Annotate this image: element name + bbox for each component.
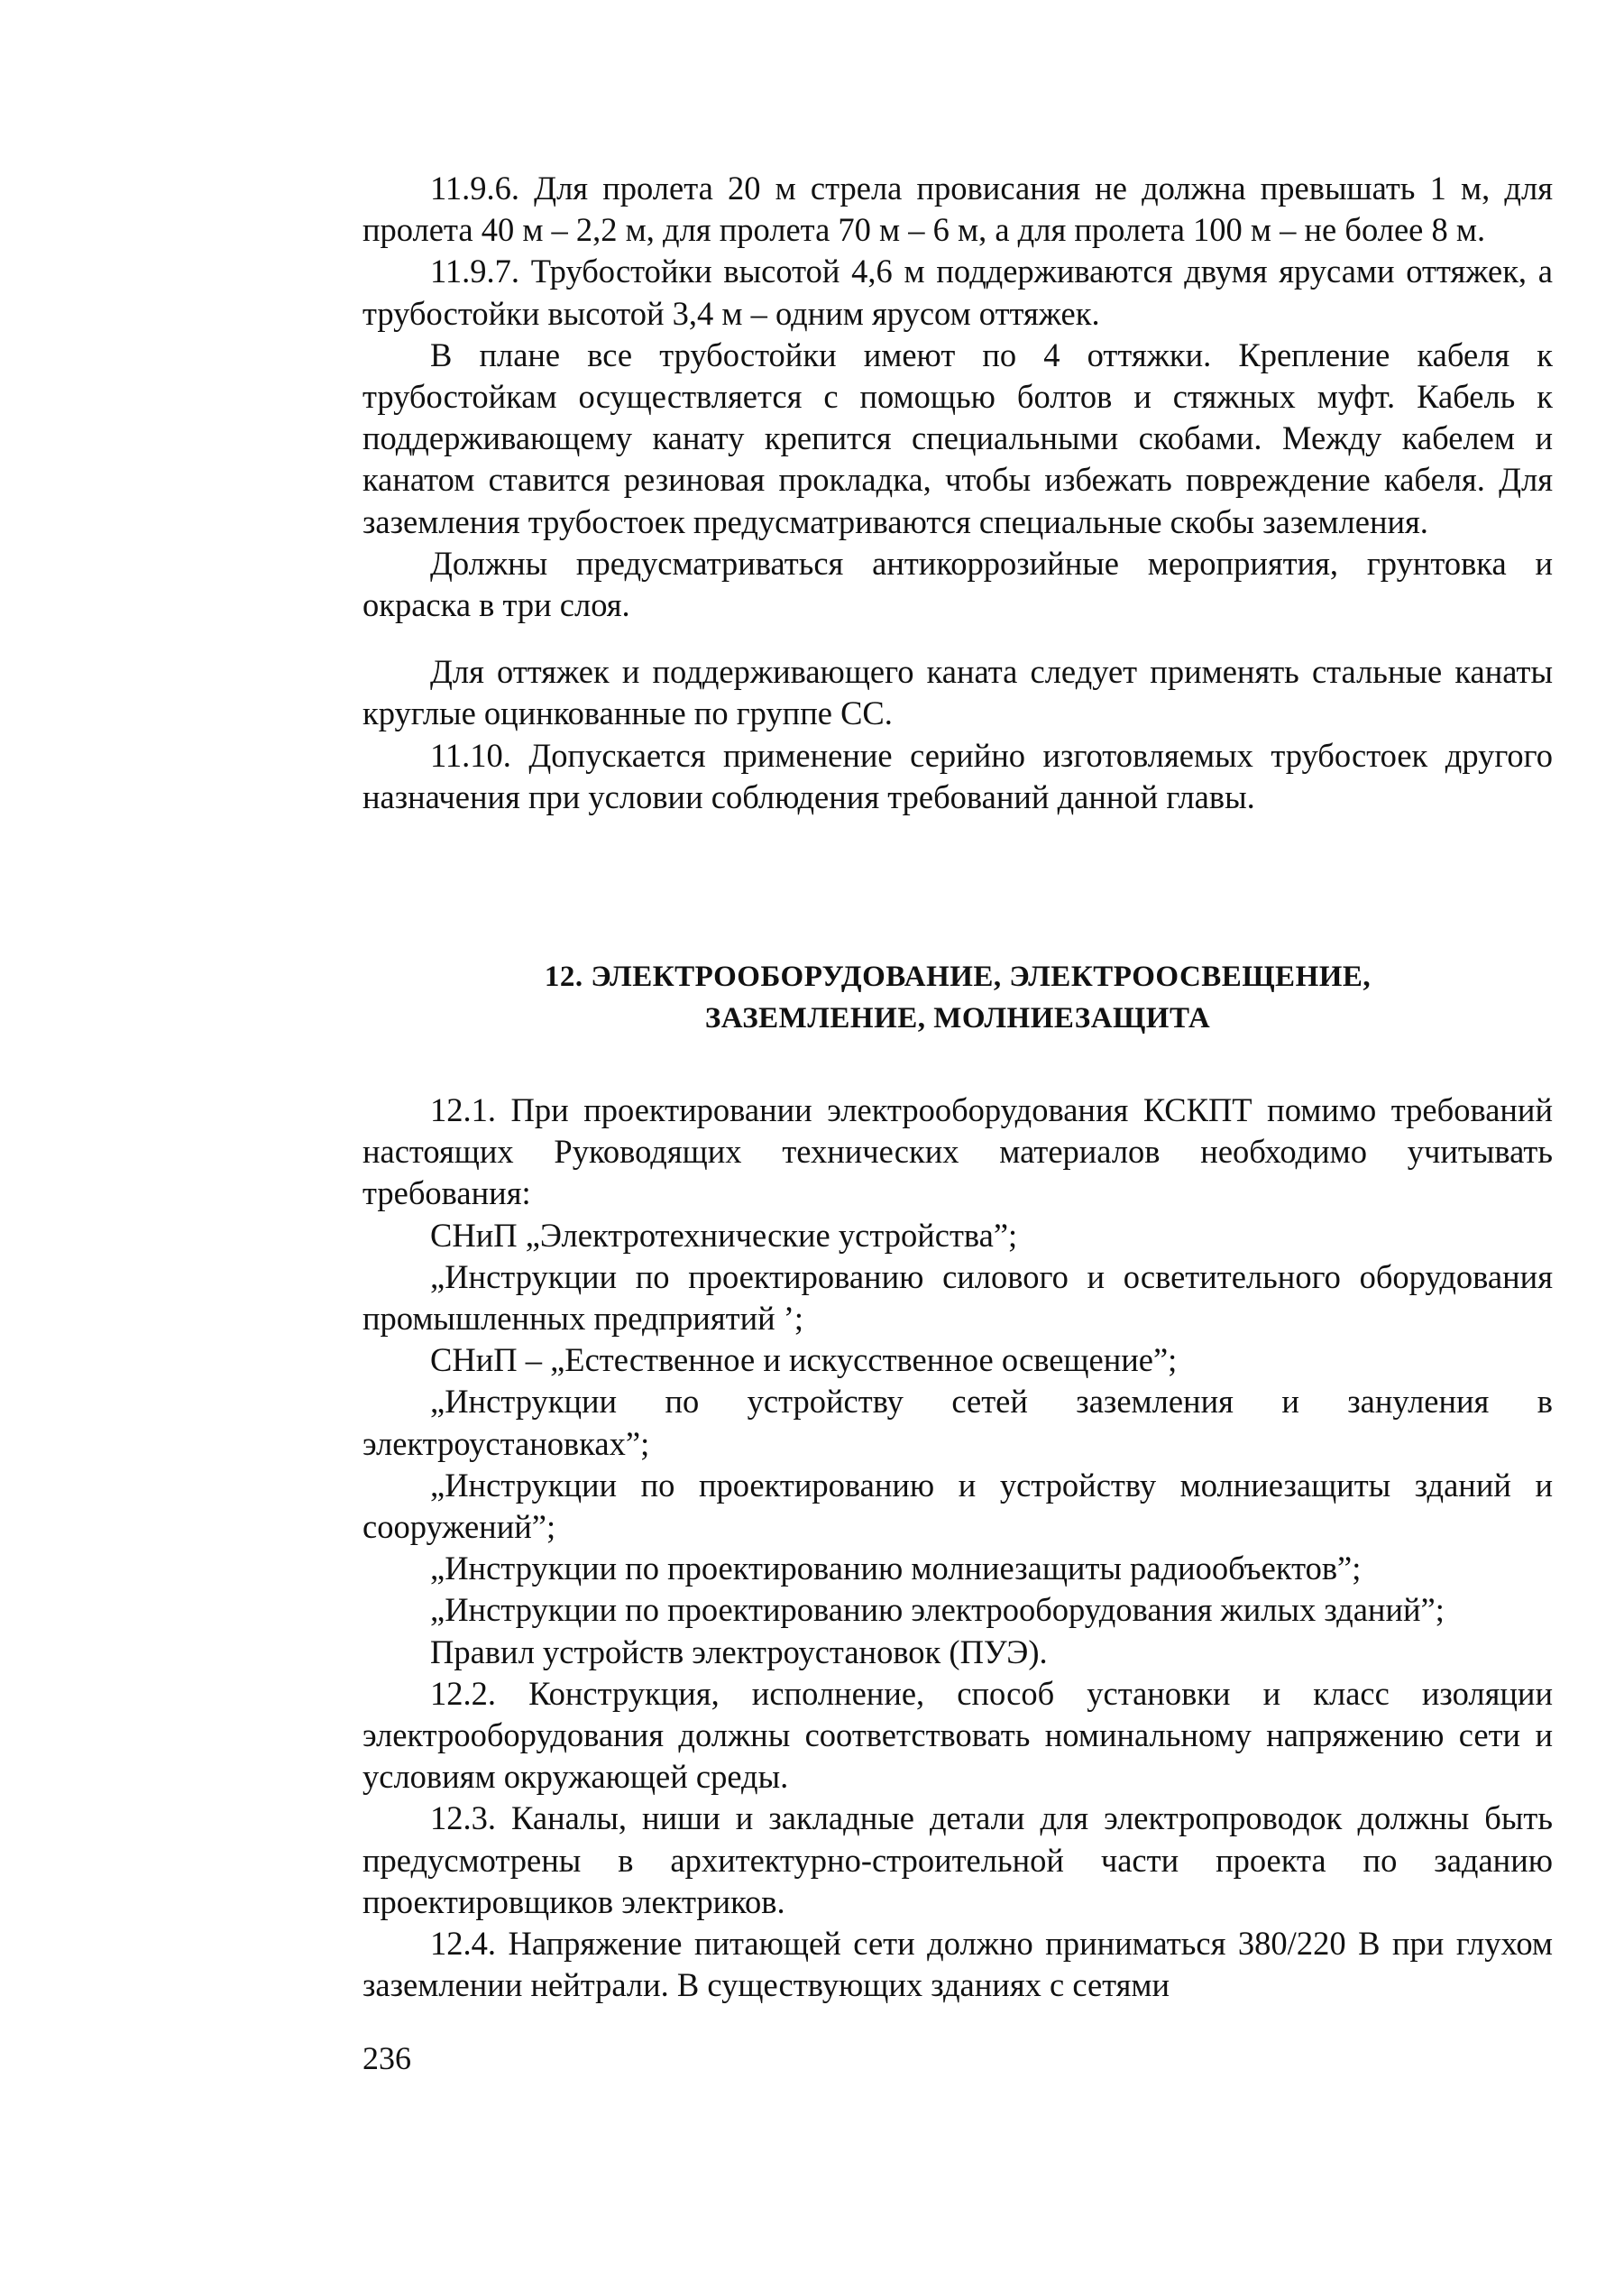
paragraph-11-10: 11.10. Допускается применение серийно изготовляемых трубостоек другого назначения при условии соблюдения требований данной главы. [362, 736, 1553, 815]
paragraph-anticorrosion: Должны предусматриваться антикоррозийные мероприятия, грунтовка и окраска в три слоя. [362, 544, 1553, 624]
page-number: 236 [362, 2040, 411, 2076]
paragraph-guy-wires: В плане все трубостойки имеют по 4 оттяжки. Крепление кабеля к трубостойкам осуществляется с помощью болтов и стяжных муфт. Кабель к поддерживающему канату крепится специальными скобами. Между кабелем и канатом ставится резиновая прокладка, чтобы избежать повреждение кабеля. Для заземления трубостоек предусматриваются специальные скобы заземления. [362, 336, 1553, 540]
paragraph-steel-ropes: Для оттяжек и поддерживающего каната следует применять стальные канаты круглые оцинкованные по группе СС. [362, 653, 1553, 732]
paragraph-11-9-7: 11.9.7. Трубостойки высотой 4,6 м поддерживаются двумя ярусами оттяжек, а трубостойки высотой 3,4 м – одним ярусом оттяжек. [362, 253, 1553, 332]
paragraph-12-1: 12.1. При проектировании электрооборудования КСКПТ помимо требований настоящих Руководящих технических материалов необходимо учитывать требования: [362, 1091, 1553, 1212]
section-11-text [362, 168, 1553, 818]
section-12-text [362, 1090, 1553, 2006]
paragraph-12-2: 12.2. Конструкция, исполнение, способ установки и класс изоляции электрооборудования должны соответствовать номинальному напряжению сети и условиям окружающей среды. [362, 1674, 1553, 1796]
heading-line-2: ЗАЗЕМЛЕНИЕ, МОЛНИЕЗАЩИТА [704, 1002, 1211, 1035]
heading-line-1: 12. ЭЛЕКТРООБОРУДОВАНИЕ, ЭЛЕКТРООСВЕЩЕНИЕ, [544, 961, 1372, 993]
list-item-instructions-residential: „Инструкции по проектированию электрооборудования жилых зданий”; [430, 1591, 1445, 1629]
list-item-snip-lighting: СНиП – „Естественное и искусственное освещение”; [430, 1341, 1178, 1379]
list-item-instructions-lightning-buildings: „Инструкции по проектированию и устройству молниезащиты зданий и сооружений”; [362, 1466, 1553, 1546]
list-item-snip-electrotechnical: СНиП „Электротехнические устройства”; [430, 1216, 1018, 1254]
section-12-heading [362, 956, 1553, 1039]
paragraph-12-3: 12.3. Каналы, ниши и закладные детали для электропроводок должны быть предусмотрены в архитектурно-строительной части проекта по заданию проектировщиков электриков. [362, 1799, 1553, 1920]
paragraph-12-4: 12.4. Напряжение питающей сети должно приниматься 380/220 В при глухом заземлении нейтрали. В существующих зданиях с сетями [362, 1925, 1553, 2004]
list-item-instructions-lightning-radio: „Инструкции по проектированию молниезащиты радиообъектов”; [430, 1550, 1362, 1587]
list-item-instructions-grounding: „Инструкции по устройству сетей заземления и зануления в электроустановках”; [362, 1383, 1553, 1462]
list-item-pue: Правил устройств электроустановок (ПУЭ). [430, 1633, 1048, 1670]
list-item-instructions-power-lighting: „Инструкции по проектированию силового и осветительного оборудования промышленных предприятий ’; [362, 1257, 1553, 1338]
paragraph-11-9-6: 11.9.6. Для пролета 20 м стрела провисания не должна превышать 1 м, для пролета 40 м – 2,2 м, для пролета 70 м – 6 м, а для пролета 100 м – не более 8 м. [362, 170, 1553, 249]
